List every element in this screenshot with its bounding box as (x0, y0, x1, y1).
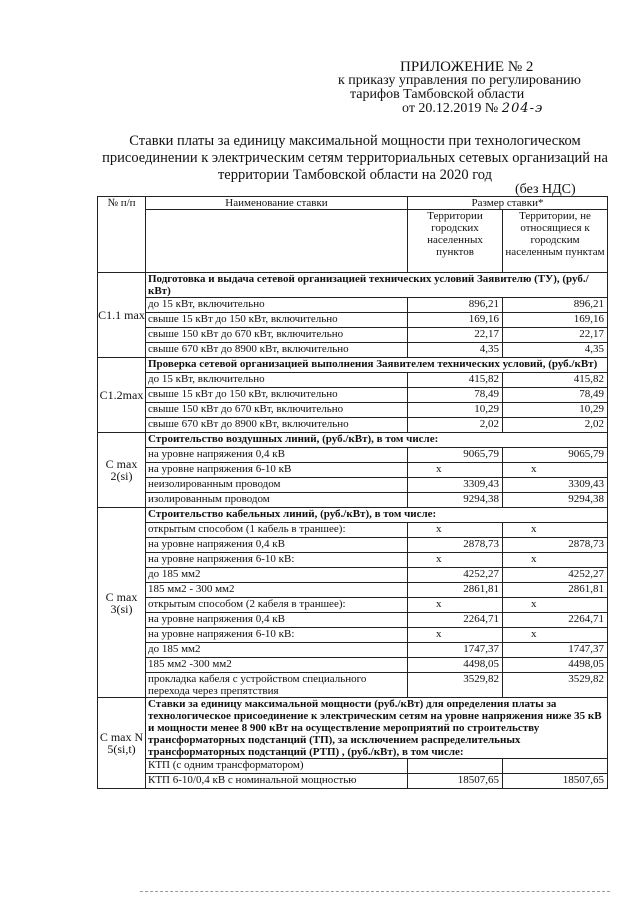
section-title: Строительство кабельных линий, (руб./кВт), в том числе: (146, 508, 608, 523)
header-number: № п/п (98, 197, 146, 273)
rate-rural: x (503, 628, 608, 643)
rate-label: на уровне напряжения 6-10 кВ (146, 463, 408, 478)
rate-urban: x (408, 598, 503, 613)
table-row (98, 388, 608, 403)
rate-label: до 15 кВт, включительно (146, 373, 408, 388)
rate-urban: 4498,05 (408, 658, 503, 673)
rate-label: 185 мм2 -300 мм2 (146, 658, 408, 673)
table-row (98, 673, 608, 698)
rate-label: на уровне напряжения 0,4 кВ (146, 613, 408, 628)
section-title: Строительство воздушных линий, (руб./кВт), в том числе: (146, 433, 608, 448)
section-title: Подготовка и выдача сетевой организацией технических условий Заявителю (ТУ), (руб./кВт) (146, 273, 608, 298)
rate-rural: x (503, 523, 608, 538)
rate-urban: 169,16 (408, 313, 503, 328)
order-ref-line2: тарифов Тамбовской области (350, 87, 525, 102)
table-row (98, 553, 608, 568)
rate-label: прокладка кабеля с устройством специального перехода через препятствия (146, 673, 408, 698)
order-date: от 20.12.2019 № (402, 101, 499, 116)
table-row (98, 448, 608, 463)
rate-rural: 10,29 (503, 403, 608, 418)
rate-rural (503, 759, 608, 774)
rate-urban: 2878,73 (408, 538, 503, 553)
table-row (98, 538, 608, 553)
rate-urban: 3529,82 (408, 673, 503, 698)
rate-urban: x (408, 523, 503, 538)
rate-label: на уровне напряжения 0,4 кВ (146, 448, 408, 463)
rate-label: свыше 150 кВт до 670 кВт, включительно (146, 403, 408, 418)
rate-rural: x (503, 463, 608, 478)
rate-label: до 185 мм2 (146, 568, 408, 583)
rate-label: свыше 15 кВт до 150 кВт, включительно (146, 313, 408, 328)
rate-label: на уровне напряжения 6-10 кВ: (146, 628, 408, 643)
table-row (98, 403, 608, 418)
rate-rural: 18507,65 (503, 774, 608, 789)
rate-rural: 4,35 (503, 343, 608, 358)
rate-label: до 15 кВт, включительно (146, 298, 408, 313)
table-row (98, 493, 608, 508)
table-row (98, 598, 608, 613)
order-date-line (330, 102, 620, 116)
header-size: Размер ставки* (408, 197, 608, 210)
rate-urban: 78,49 (408, 388, 503, 403)
rate-label: КТП 6-10/0,4 кВ с номинальной мощностью (146, 774, 408, 789)
rate-code: C1.1 max (98, 273, 146, 358)
section-title-row (98, 433, 608, 448)
rate-rural: 2,02 (503, 418, 608, 433)
rate-urban: 22,17 (408, 328, 503, 343)
table-row (98, 418, 608, 433)
header-rural: Территории, не относящиеся к городским населенным пунктам (503, 210, 608, 273)
appendix-title: ПРИЛОЖЕНИЕ № 2 (400, 59, 534, 75)
rate-label: открытым способом (1 кабель в траншее): (146, 523, 408, 538)
rate-urban: x (408, 553, 503, 568)
header-urban: Территории городских населенных пунктов (408, 210, 503, 273)
table-row (98, 613, 608, 628)
rate-urban: 1747,37 (408, 643, 503, 658)
document-title: Ставки платы за единицу максимальной мощности при технологическом присоединении к электрическим сетям территориальных сетевых организаций на территории Тамбовской области на 2020 год (102, 133, 608, 183)
rate-code: C max 2(si) (98, 433, 146, 508)
table-row (98, 328, 608, 343)
rate-urban: 18507,65 (408, 774, 503, 789)
rate-rural: 2861,81 (503, 583, 608, 598)
rate-rural: 4498,05 (503, 658, 608, 673)
rate-label: на уровне напряжения 6-10 кВ: (146, 553, 408, 568)
rate-code: C1.2max (98, 358, 146, 433)
section-title: Проверка сетевой организацией выполнения Заявителем технических условий, (руб./кВт) (146, 358, 608, 373)
rate-label: свыше 670 кВт до 8900 кВт, включительно (146, 418, 408, 433)
rate-rural: 9065,79 (503, 448, 608, 463)
table-row (98, 759, 608, 774)
rate-urban: 4252,27 (408, 568, 503, 583)
table-row (98, 628, 608, 643)
section-title: Ставки за единицу максимальной мощности (руб./кВт) для определения платы за технологическое присоединение к электрическим сетям на уровне напряжения ниже 35 кВ и мощности менее 8 900 кВт на осуществление мероприятий по строительству трансформаторных подстанций (ТП), за исключением распределительных трансформаторных подстанций (РТП) , (руб./кВт), в том числе: (146, 698, 608, 759)
rate-label: свыше 15 кВт до 150 кВт, включительно (146, 388, 408, 403)
no-vat-note: (без НДС) (515, 182, 576, 197)
table-row (98, 373, 608, 388)
section-title-row (98, 698, 608, 759)
rate-rural: 3529,82 (503, 673, 608, 698)
rate-rural: 3309,43 (503, 478, 608, 493)
rate-urban: 10,29 (408, 403, 503, 418)
rate-urban (408, 759, 503, 774)
order-header (330, 60, 620, 116)
rate-label: изолированным проводом (146, 493, 408, 508)
rate-code: C max 3(si) (98, 508, 146, 698)
rate-label: КТП (с одним трансформатором) (146, 759, 408, 774)
rate-rural: 1747,37 (503, 643, 608, 658)
rate-urban: 2264,71 (408, 613, 503, 628)
rate-label: открытым способом (2 кабеля в траншее): (146, 598, 408, 613)
table-row (98, 313, 608, 328)
rate-urban: 9294,38 (408, 493, 503, 508)
rate-rural: 415,82 (503, 373, 608, 388)
rate-urban: x (408, 463, 503, 478)
table-row (98, 298, 608, 313)
rate-rural: 4252,27 (503, 568, 608, 583)
rate-rural: x (503, 553, 608, 568)
rate-label: на уровне напряжения 0,4 кВ (146, 538, 408, 553)
rates-table (97, 196, 608, 789)
rate-urban: 2,02 (408, 418, 503, 433)
table-row (98, 774, 608, 789)
table-header-row (98, 197, 608, 210)
rate-urban: 896,21 (408, 298, 503, 313)
rate-urban: 3309,43 (408, 478, 503, 493)
rate-urban: 4,35 (408, 343, 503, 358)
order-number: 204-э (501, 101, 544, 116)
table-subheader-row (98, 210, 608, 273)
rate-rural: 896,21 (503, 298, 608, 313)
section-title-row (98, 273, 608, 298)
section-title-row (98, 508, 608, 523)
rate-rural: 2878,73 (503, 538, 608, 553)
rate-rural: 9294,38 (503, 493, 608, 508)
section-title-row (98, 358, 608, 373)
rate-urban: 415,82 (408, 373, 503, 388)
rate-urban: 2861,81 (408, 583, 503, 598)
rate-label: 185 мм2 - 300 мм2 (146, 583, 408, 598)
rate-label: неизолированным проводом (146, 478, 408, 493)
table-body (98, 273, 608, 789)
rate-label: свыше 670 кВт до 8900 кВт, включительно (146, 343, 408, 358)
rate-rural: 169,16 (503, 313, 608, 328)
table-row (98, 643, 608, 658)
rate-label: свыше 150 кВт до 670 кВт, включительно (146, 328, 408, 343)
rate-rural: 22,17 (503, 328, 608, 343)
rate-label: до 185 мм2 (146, 643, 408, 658)
rate-rural: 2264,71 (503, 613, 608, 628)
rate-code: C max N 5(si,t) (98, 698, 146, 789)
page-divider (140, 891, 610, 892)
table-row (98, 343, 608, 358)
order-ref-line1: к приказу управления по регулированию (338, 73, 581, 88)
table-row (98, 523, 608, 538)
rate-urban: 9065,79 (408, 448, 503, 463)
table-row (98, 568, 608, 583)
rate-rural: 78,49 (503, 388, 608, 403)
table-row (98, 658, 608, 673)
rate-rural: x (503, 598, 608, 613)
table-row (98, 478, 608, 493)
table-row (98, 583, 608, 598)
table-row (98, 463, 608, 478)
rate-urban: x (408, 628, 503, 643)
header-name: Наименование ставки (146, 197, 408, 210)
